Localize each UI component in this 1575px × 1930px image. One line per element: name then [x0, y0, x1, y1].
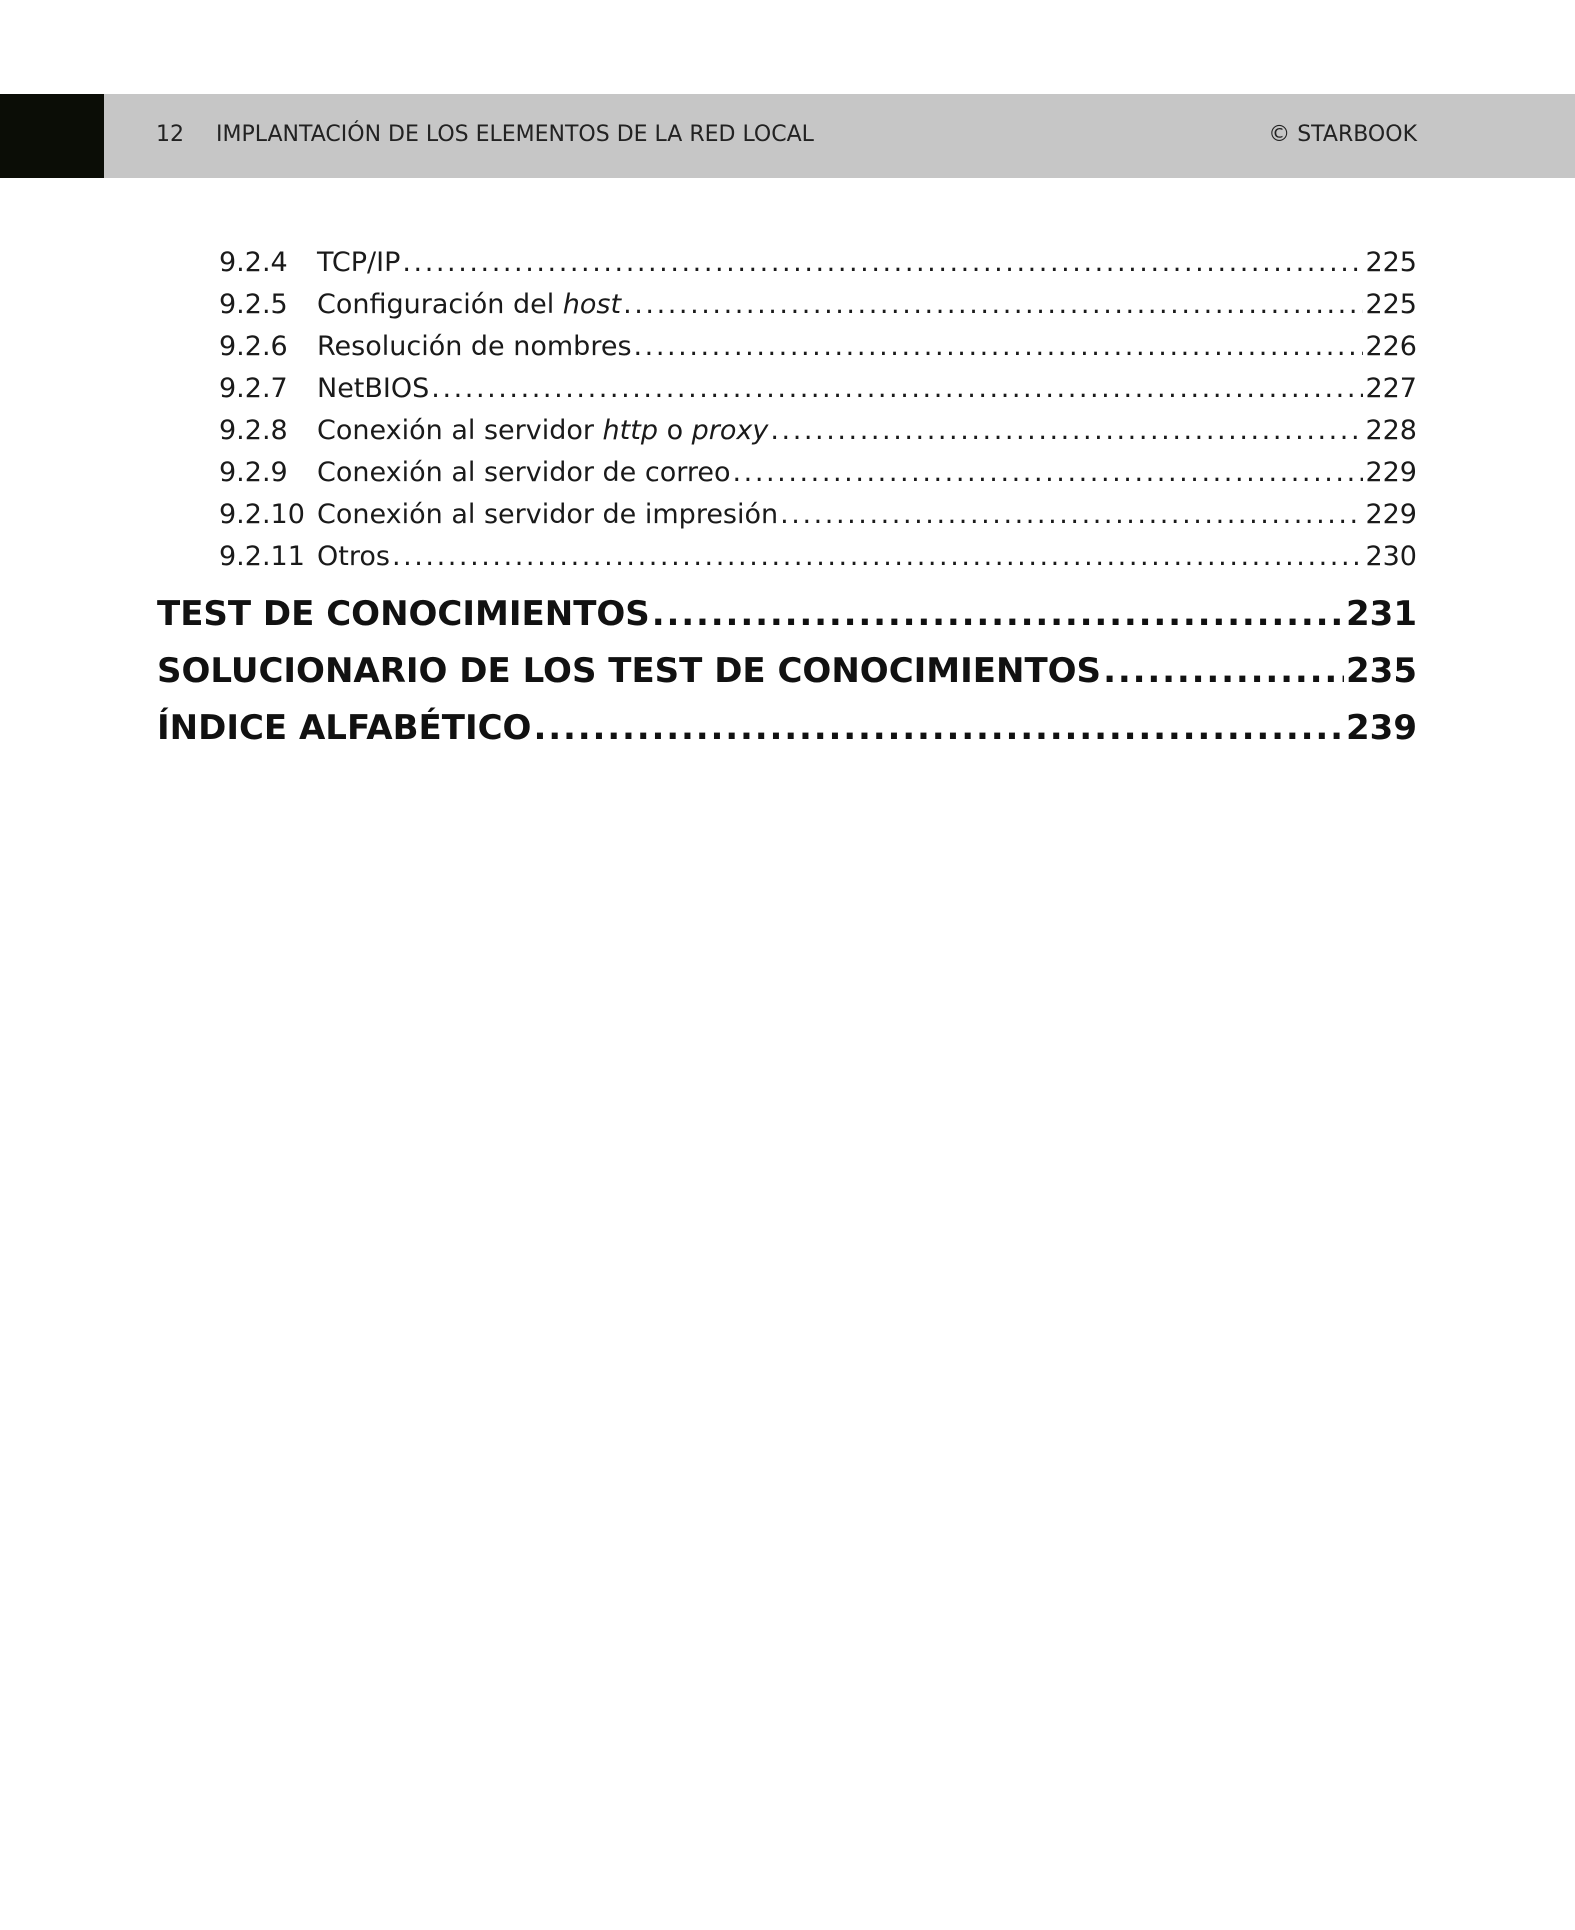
dot-leader [392, 536, 1364, 578]
toc-entry-title: TCP/IP [317, 247, 401, 278]
dot-leader [634, 326, 1364, 368]
toc-entry-page: 229 [1365, 457, 1417, 488]
toc-chapter-title: ÍNDICE ALFABÉTICO [157, 708, 532, 748]
dot-leader [533, 702, 1344, 754]
toc-entry-title: NetBIOS [317, 373, 430, 404]
title-text: Conexión al servidor [317, 415, 603, 446]
toc-entry-number: 9.2.9 [219, 457, 288, 488]
toc-chapter-solucionario[interactable] [157, 645, 1417, 697]
title-italic: http [602, 415, 658, 446]
title-text: Configuración del [317, 289, 563, 320]
dot-leader [652, 588, 1344, 640]
toc-entry-page: 228 [1365, 415, 1417, 446]
dot-leader [770, 410, 1363, 452]
toc-chapter-test[interactable] [157, 588, 1417, 640]
toc-entry-page: 229 [1365, 499, 1417, 530]
running-header-title: IMPLANTACIÓN DE LOS ELEMENTOS DE LA RED LOCAL [216, 122, 814, 147]
toc-entry-number: 9.2.6 [219, 331, 288, 362]
toc-entry-title: Otros [317, 541, 390, 572]
page-number: 12 [156, 122, 184, 147]
toc-entry-9-2-11[interactable] [219, 536, 1417, 578]
toc-entry-number: 9.2.7 [219, 373, 288, 404]
toc-entry-title [317, 410, 768, 452]
toc-entry-number: 9.2.4 [219, 247, 288, 278]
toc-chapter-page: 239 [1346, 708, 1417, 748]
toc-chapter-title: SOLUCIONARIO DE LOS TEST DE CONOCIMIENTOS [157, 651, 1102, 691]
dot-leader [733, 452, 1364, 494]
toc-chapter-page: 231 [1346, 594, 1417, 634]
title-italic: host [562, 289, 622, 320]
toc-entry-title: Conexión al servidor de correo [317, 457, 731, 488]
dot-leader [780, 494, 1363, 536]
toc-entry-title: Conexión al servidor de impresión [317, 499, 779, 530]
toc-entry-number: 9.2.11 [219, 541, 305, 572]
dot-leader [623, 284, 1363, 326]
toc-chapter-page: 235 [1346, 651, 1417, 691]
toc-entry-page: 227 [1365, 373, 1417, 404]
dot-leader [1103, 645, 1344, 697]
toc-entry-title: Resolución de nombres [317, 331, 632, 362]
toc-entry-9-2-5[interactable] [219, 284, 1417, 326]
publisher-mark: © STARBOOK [1268, 122, 1417, 147]
toc-entry-9-2-6[interactable] [219, 326, 1417, 368]
toc-entry-9-2-10[interactable] [219, 494, 1417, 536]
toc-entry-page: 230 [1365, 541, 1417, 572]
toc-entry-page: 225 [1365, 289, 1417, 320]
toc-entry-page: 226 [1365, 331, 1417, 362]
toc-chapter-title: TEST DE CONOCIMIENTOS [157, 594, 650, 634]
title-text: o [657, 415, 692, 446]
toc-entry-9-2-8[interactable] [219, 410, 1417, 452]
toc-entry-9-2-4[interactable] [219, 242, 1417, 284]
toc-entry-page: 225 [1365, 247, 1417, 278]
dot-leader [402, 242, 1363, 284]
toc-entry-number: 9.2.8 [219, 415, 288, 446]
toc-entry-9-2-7[interactable] [219, 368, 1417, 410]
toc-entry-9-2-9[interactable] [219, 452, 1417, 494]
header-black-tab [0, 94, 104, 178]
toc-entry-title [317, 284, 621, 326]
toc-chapter-indice[interactable] [157, 702, 1417, 754]
toc-entry-number: 9.2.5 [219, 289, 288, 320]
dot-leader [431, 368, 1363, 410]
toc-entry-number: 9.2.10 [219, 499, 305, 530]
title-italic: proxy [691, 415, 769, 446]
